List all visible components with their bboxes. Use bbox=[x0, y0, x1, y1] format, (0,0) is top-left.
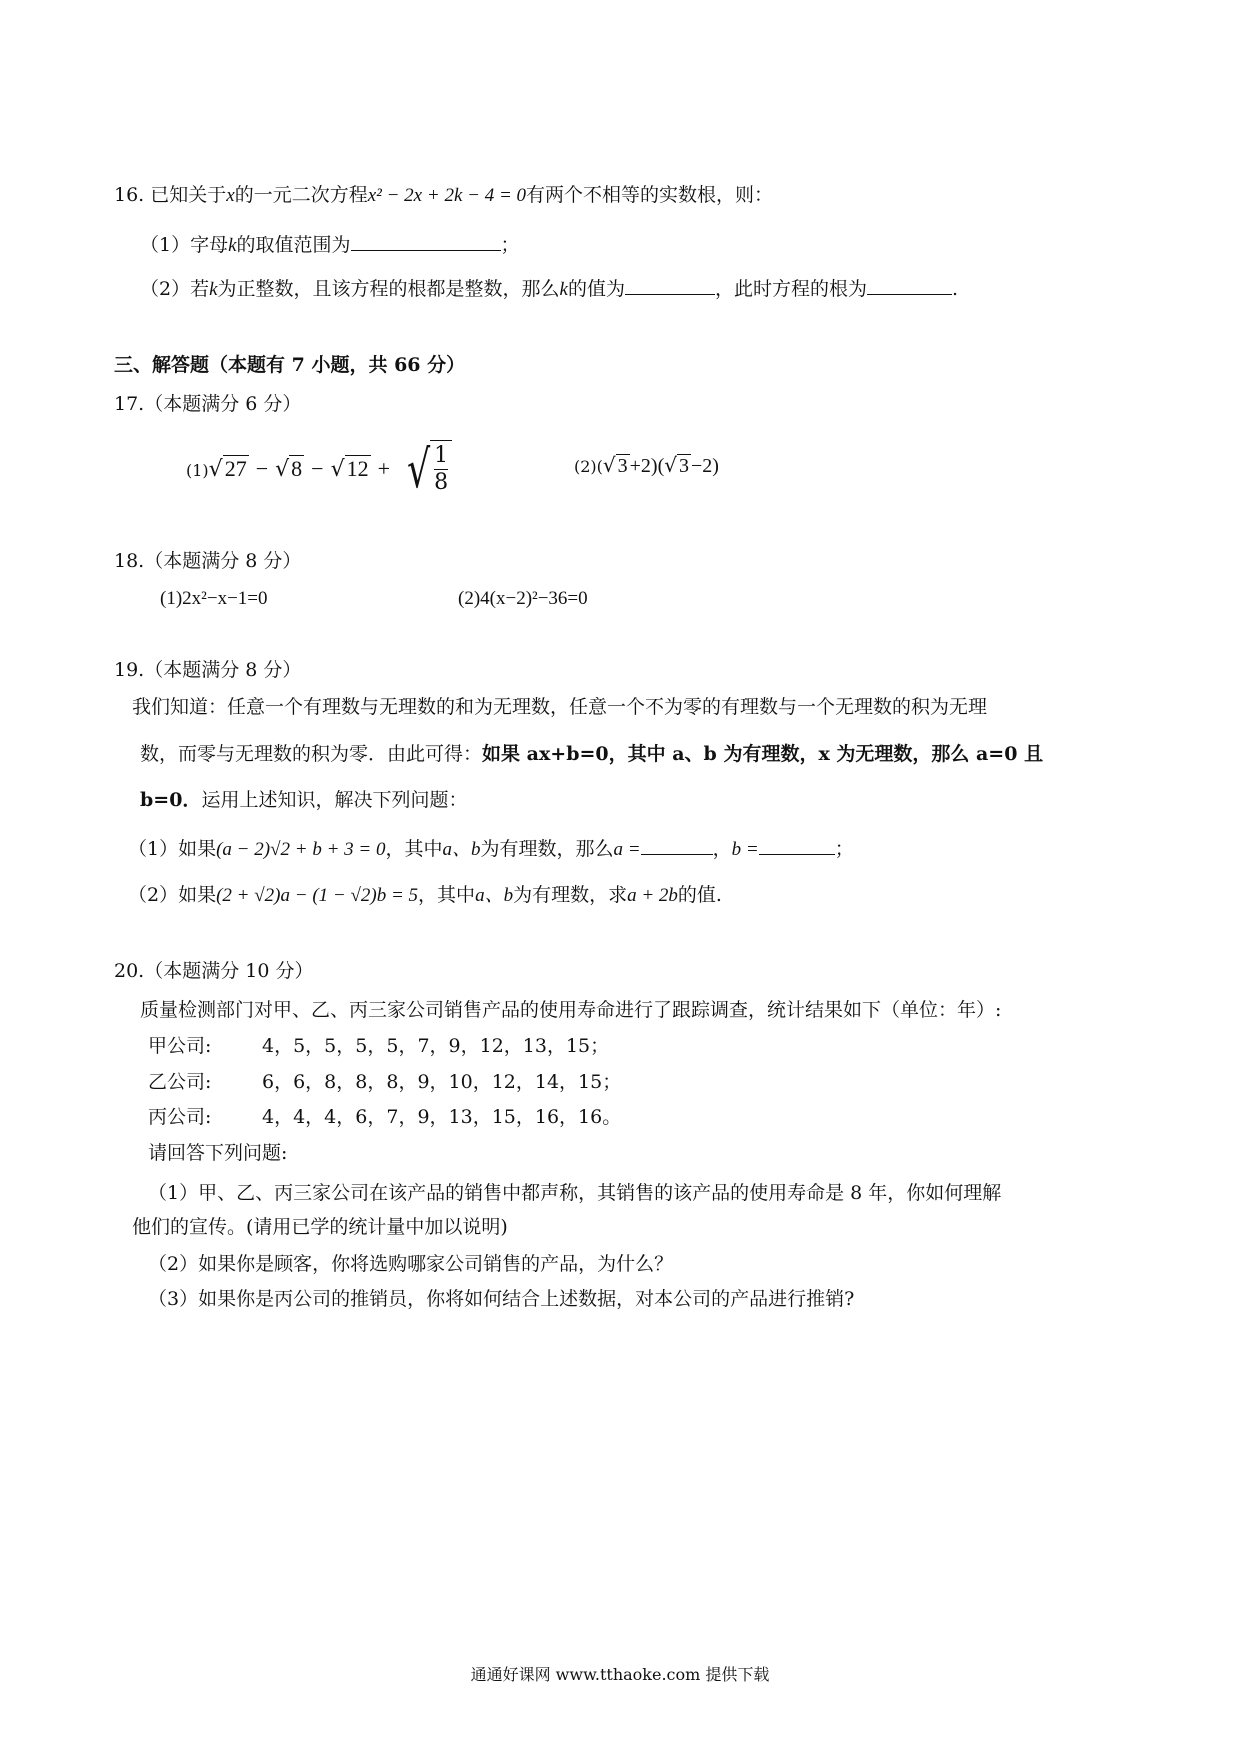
q20-ask: 请回答下列问题: bbox=[148, 1142, 288, 1164]
q19-header: 19.（本题满分 8 分） bbox=[114, 659, 302, 681]
table-row-values: 6，6，8，8，8，9，10，12，14，15； bbox=[262, 1071, 622, 1093]
section-heading: 三、解答题（本题有 7 小题，共 66 分） bbox=[114, 354, 466, 376]
q20-q3: （3）如果你是丙公司的推销员，你将如何结合上述数据，对本公司的产品进行推销? bbox=[148, 1288, 855, 1310]
q16-number: 16. bbox=[114, 184, 145, 206]
q20-q1-line2: 他们的宣传。(请用已学的统计量中加以说明) bbox=[132, 1216, 508, 1238]
q16-part1: （1）字母k的取值范围为 ； bbox=[140, 234, 520, 256]
answer-blank bbox=[759, 836, 835, 855]
q19-key-statement: 如果 ax+b=0，其中 a、b 为有理数，x 为无理数，那么 a=0 且 bbox=[482, 743, 1044, 765]
q18-part1: (1)2x²−x−1=0 bbox=[160, 588, 268, 609]
q20-intro: 质量检测部门对甲、乙、丙三家公司销售产品的使用寿命进行了跟踪调查，统计结果如下（单位：年）: bbox=[140, 999, 1002, 1021]
answer-blank bbox=[867, 276, 952, 295]
sqrt-fraction: √ $\frac{1}{8}$ bbox=[397, 440, 452, 500]
q16-part2: （2）若k为正整数，且该方程的根都是整数，那么k的值为 ，此时方程的根为 . bbox=[140, 278, 959, 300]
table-row: 甲公司: bbox=[148, 1035, 212, 1057]
q17-part2: (2)(√ 3 +2)(√ 3 −2) bbox=[574, 453, 719, 477]
answer-blank bbox=[351, 232, 501, 251]
q19-line3: b=0．运用上述知识，解决下列问题： bbox=[140, 789, 468, 811]
footer-text: 通通好课网 www.tthaoke.com 提供下载 bbox=[470, 1665, 770, 1684]
q18-part2: (2)4(x−2)²−36=0 bbox=[458, 588, 588, 609]
table-row: 乙公司: bbox=[148, 1071, 212, 1093]
q20-q2: （2）如果你是顾客，你将选购哪家公司销售的产品，为什么？ bbox=[148, 1253, 674, 1275]
answer-blank bbox=[625, 276, 715, 295]
q19-part2: （2）如果(2 + √2)a − (1 − √2)b = 5，其中a、b为有理数，求a + 2b的值. bbox=[128, 884, 722, 906]
q20-header: 20.（本题满分 10 分） bbox=[114, 960, 314, 982]
q16-equation: x² − 2x + 2k − 4 = 0 bbox=[367, 185, 527, 206]
q20-q1-line1: （1）甲、乙、丙三家公司在该产品的销售中都声称，其销售的该产品的使用寿命是 8 年，你如何理解 bbox=[148, 1182, 1002, 1204]
q17-part1: (1)√27 − √8 − √12 + √ $\frac{1}{8}$ bbox=[186, 440, 452, 500]
q18-header: 18.（本题满分 8 分） bbox=[114, 550, 302, 572]
q19-part1: （1）如果(a − 2)√2 + b + 3 = 0，其中a、b为有理数，那么a = ，b = ； bbox=[128, 838, 854, 860]
q17-header: 17.（本题满分 6 分） bbox=[114, 393, 302, 415]
q19-line2: 数，而零与无理数的积为零．由此可得：如果 ax+b=0，其中 a、b 为有理数，x 为无理数，那么 a=0 且 bbox=[140, 743, 1044, 765]
q19-line1: 我们知道：任意一个有理数与无理数的和为无理数，任意一个不为零的有理数与一个无理数的积为无理 bbox=[132, 696, 988, 718]
answer-blank bbox=[641, 836, 713, 855]
q16-stem: 16. 已知关于x的一元二次方程x² − 2x + 2k − 4 = 0有两个不相等的实数根，则： bbox=[114, 184, 774, 206]
table-row-values: 4，4，4，6，7，9，13，15，16，16。 bbox=[262, 1106, 622, 1128]
table-row: 丙公司: bbox=[148, 1106, 212, 1128]
table-row-values: 4，5，5，5，5，7，9，12，13，15； bbox=[262, 1035, 610, 1057]
